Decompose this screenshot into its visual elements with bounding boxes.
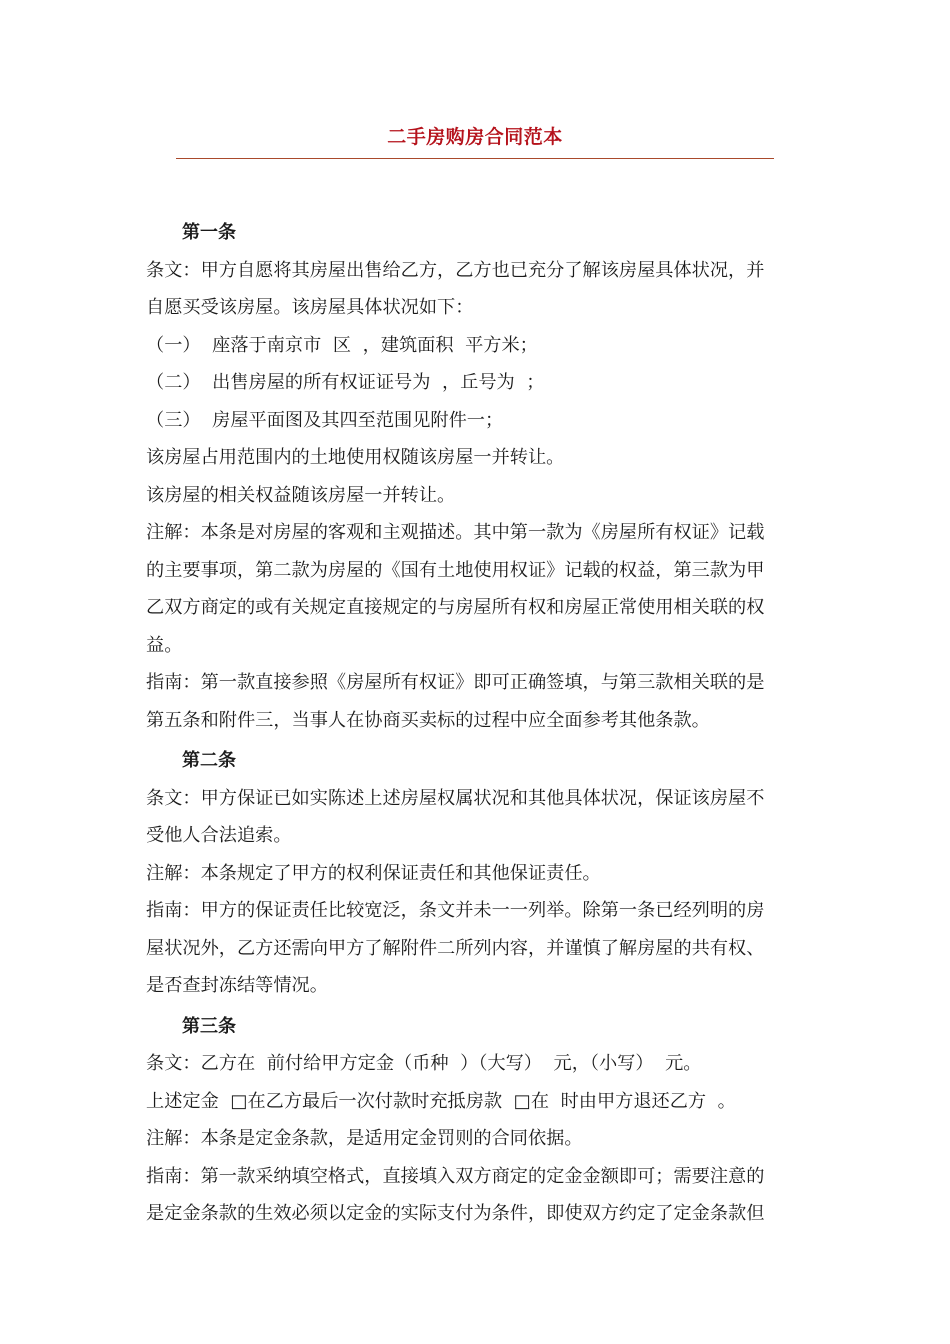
paragraph-line: 的主要事项，第二款为房屋的《国有土地使用权证》记载的权益，第三款为甲 — [146, 559, 765, 581]
paragraph-line: 条文：甲方保证已如实陈述上述房屋权属状况和其他具体状况，保证该房屋不 — [146, 787, 765, 809]
paragraph-line: 指南：第一款采纳填空格式，直接填入双方商定的定金金额即可；需要注意的 — [146, 1165, 765, 1187]
paragraph-line: 条文：甲方自愿将其房屋出售给乙方，乙方也已充分了解该房屋具体状况，并 — [146, 259, 765, 281]
paragraph-line: 自愿买受该房屋。该房屋具体状况如下： — [146, 297, 474, 318]
paragraph-line: 条文：乙方在 前付给甲方定金（币种 ）（大写） 元，（小写） 元。 — [146, 1053, 702, 1074]
paragraph-line: 指南：第一款直接参照《房屋所有权证》即可正确签填，与第三款相关联的是 — [146, 672, 765, 693]
paragraph-line: 乙双方商定的或有关规定直接规定的与房屋所有权和房屋正常使用相关联的权 — [146, 597, 765, 618]
paragraph-line: （二） 出售房屋的所有权证证号为 ，丘号为 ； — [146, 372, 545, 393]
paragraph-line: 上述定金 □在乙方最后一次付款时充抵房款 □在 时由甲方退还乙方 。 — [146, 1090, 736, 1112]
document-title: 二手房购房合同范本 — [387, 126, 563, 148]
document-body — [146, 214, 798, 1233]
paragraph-line: 指南：甲方的保证责任比较宽泛，条文并未一一列举。除第一条已经列明的房 — [146, 900, 765, 921]
article-heading: 第三条 — [182, 1015, 236, 1037]
paragraph-line: 注解：本条是对房屋的客观和主观描述。其中第一款为《房屋所有权证》记载 — [146, 522, 765, 543]
article-heading: 第一条 — [182, 222, 236, 243]
paragraph-line: 该房屋占用范围内的土地使用权随该房屋一并转让。 — [146, 447, 565, 468]
paragraph-line: 注解：本条规定了甲方的权利保证责任和其他保证责任。 — [146, 862, 601, 884]
paragraph-line: 是否查封冻结等情况。 — [146, 975, 328, 996]
paragraph-line: 益。 — [146, 634, 183, 656]
paragraph-line: 是定金条款的生效必须以定金的实际支付为条件，即使双方约定了定金条款但 — [146, 1203, 765, 1224]
paragraph-line: 注解：本条是定金条款，是适用定金罚则的合同依据。 — [146, 1128, 583, 1149]
paragraph-line: 受他人合法追索。 — [146, 825, 292, 846]
paragraph-line: 屋状况外，乙方还需向甲方了解附件二所列内容，并谨慎了解房屋的共有权、 — [146, 937, 765, 959]
paragraph-line: 该房屋的相关权益随该房屋一并转让。 — [146, 484, 456, 506]
title-divider — [176, 158, 774, 159]
paragraph-line: （三） 房屋平面图及其四至范围见附件一； — [146, 409, 504, 431]
paragraph-line: （一） 座落于南京市 区 ，建筑面积 平方米； — [146, 334, 538, 356]
article-heading: 第二条 — [182, 750, 236, 771]
paragraph-line: 第五条和附件三，当事人在协商买卖标的过程中应全面参考其他条款。 — [146, 709, 710, 731]
